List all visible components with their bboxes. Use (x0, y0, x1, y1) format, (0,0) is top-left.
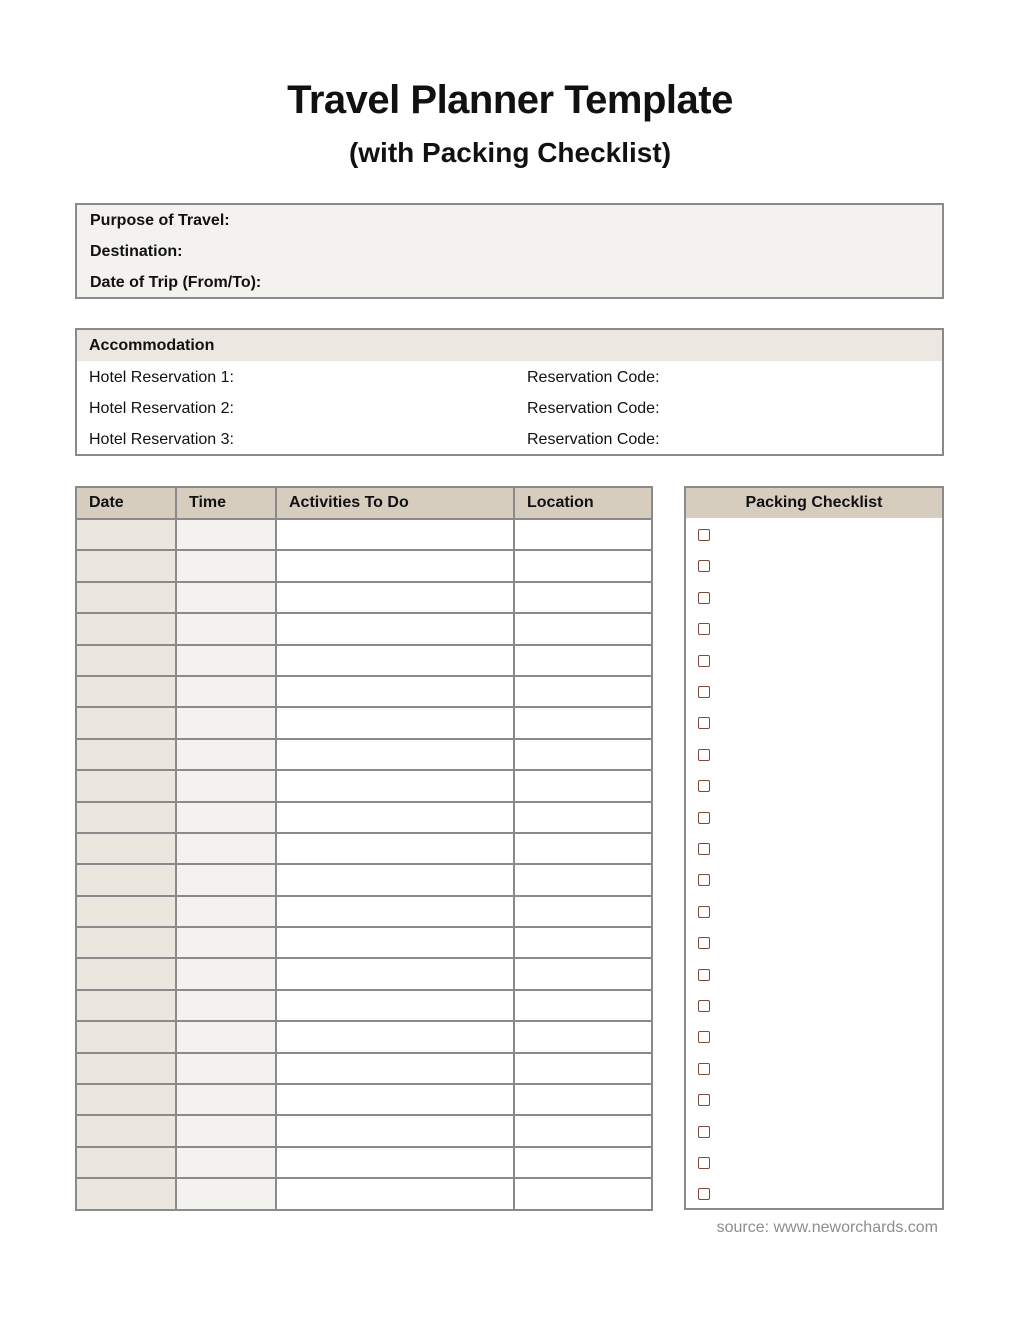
location-cell[interactable] (514, 676, 652, 707)
table-row (76, 645, 652, 676)
packing-checkbox[interactable] (698, 529, 710, 541)
table-row (76, 833, 652, 864)
date-cell[interactable] (76, 707, 176, 738)
time-cell[interactable] (176, 613, 276, 644)
table-row (76, 582, 652, 613)
reservation-code-2-label: Reservation Code: (527, 400, 660, 417)
purpose-label: Purpose of Travel: (90, 212, 230, 229)
location-cell[interactable] (514, 1021, 652, 1052)
date-cell[interactable] (76, 676, 176, 707)
destination-label: Destination: (90, 243, 183, 260)
time-cell[interactable] (176, 645, 276, 676)
reservation-code-1-label: Reservation Code: (527, 369, 660, 386)
activity-cell[interactable] (276, 802, 514, 833)
date-cell[interactable] (76, 613, 176, 644)
activity-cell[interactable] (276, 645, 514, 676)
activity-cell[interactable] (276, 707, 514, 738)
packing-checkbox[interactable] (698, 969, 710, 981)
location-cell[interactable] (514, 645, 652, 676)
time-cell[interactable] (176, 1084, 276, 1115)
packing-checkbox[interactable] (698, 749, 710, 761)
packing-checkbox[interactable] (698, 592, 710, 604)
time-cell[interactable] (176, 582, 276, 613)
time-cell[interactable] (176, 1178, 276, 1209)
packing-checkbox[interactable] (698, 717, 710, 729)
time-cell[interactable] (176, 1021, 276, 1052)
activity-cell[interactable] (276, 864, 514, 895)
hotel-reservation-2-label: Hotel Reservation 2: (89, 400, 234, 417)
date-cell[interactable] (76, 739, 176, 770)
column-header-location: Location (514, 487, 652, 519)
date-cell[interactable] (76, 1147, 176, 1178)
hotel-reservation-3-label: Hotel Reservation 3: (89, 431, 234, 448)
packing-checklist-heading: Packing Checklist (686, 488, 942, 518)
activity-cell[interactable] (276, 550, 514, 581)
packing-checklist-box (684, 486, 944, 1210)
page-subtitle: (with Packing Checklist) (348, 137, 672, 168)
time-cell[interactable] (176, 1115, 276, 1146)
time-cell[interactable] (176, 1053, 276, 1084)
page-title: Travel Planner Template (287, 78, 733, 122)
packing-checkbox[interactable] (698, 843, 710, 855)
table-row (76, 1115, 652, 1146)
date-cell[interactable] (76, 645, 176, 676)
activity-cell[interactable] (276, 896, 514, 927)
time-cell[interactable] (176, 864, 276, 895)
date-cell[interactable] (76, 1115, 176, 1146)
date-cell[interactable] (76, 896, 176, 927)
packing-checkbox[interactable] (698, 874, 710, 886)
activity-cell[interactable] (276, 990, 514, 1021)
hotel-reservation-1-label: Hotel Reservation 1: (89, 369, 234, 386)
location-cell[interactable] (514, 896, 652, 927)
table-row (76, 1053, 652, 1084)
time-cell[interactable] (176, 550, 276, 581)
packing-checkbox[interactable] (698, 1157, 710, 1169)
time-cell[interactable] (176, 739, 276, 770)
column-header-time: Time (176, 487, 276, 519)
date-cell[interactable] (76, 1053, 176, 1084)
location-cell[interactable] (514, 582, 652, 613)
packing-checkbox[interactable] (698, 623, 710, 635)
date-cell[interactable] (76, 550, 176, 581)
schedule-header-row (76, 487, 652, 519)
location-cell[interactable] (514, 707, 652, 738)
date-cell[interactable] (76, 1021, 176, 1052)
date-cell[interactable] (76, 864, 176, 895)
location-cell[interactable] (514, 1084, 652, 1115)
packing-checkbox[interactable] (698, 1188, 710, 1200)
location-cell[interactable] (514, 802, 652, 833)
table-row (76, 864, 652, 895)
location-cell[interactable] (514, 927, 652, 958)
column-header-activities: Activities To Do (276, 487, 514, 519)
table-row (76, 613, 652, 644)
table-row (76, 1147, 652, 1178)
packing-checkbox[interactable] (698, 686, 710, 698)
date-cell[interactable] (76, 927, 176, 958)
date-cell[interactable] (76, 958, 176, 989)
location-cell[interactable] (514, 739, 652, 770)
activity-cell[interactable] (276, 1147, 514, 1178)
date-cell[interactable] (76, 1084, 176, 1115)
accommodation-header (77, 330, 942, 361)
table-row (76, 958, 652, 989)
location-cell[interactable] (514, 613, 652, 644)
table-row (76, 1084, 652, 1115)
location-cell[interactable] (514, 1178, 652, 1209)
location-cell[interactable] (514, 958, 652, 989)
column-header-date: Date (76, 487, 176, 519)
packing-checkbox[interactable] (698, 1000, 710, 1012)
table-row (76, 707, 652, 738)
table-row (76, 896, 652, 927)
accommodation-heading: Accommodation (89, 337, 215, 354)
activity-cell[interactable] (276, 676, 514, 707)
date-cell[interactable] (76, 519, 176, 550)
table-row (76, 519, 652, 550)
date-cell[interactable] (76, 990, 176, 1021)
schedule-body (76, 519, 652, 1210)
date-cell[interactable] (76, 1178, 176, 1209)
packing-checkbox[interactable] (698, 812, 710, 824)
activity-cell[interactable] (276, 1178, 514, 1209)
activity-cell[interactable] (276, 1021, 514, 1052)
schedule-table (75, 486, 653, 1211)
location-cell[interactable] (514, 1147, 652, 1178)
time-cell[interactable] (176, 770, 276, 801)
accommodation-box (75, 328, 944, 456)
date-cell[interactable] (76, 770, 176, 801)
table-row (76, 927, 652, 958)
table-row (76, 1178, 652, 1209)
table-row (76, 802, 652, 833)
table-row (76, 1021, 652, 1052)
packing-checkbox[interactable] (698, 655, 710, 667)
packing-checkbox[interactable] (698, 937, 710, 949)
table-row (76, 990, 652, 1021)
packing-checkbox[interactable] (698, 1063, 710, 1075)
activity-cell[interactable] (276, 1115, 514, 1146)
time-cell[interactable] (176, 927, 276, 958)
activity-cell[interactable] (276, 927, 514, 958)
packing-checkbox[interactable] (698, 560, 710, 572)
packing-checkbox[interactable] (698, 1031, 710, 1043)
location-cell[interactable] (514, 864, 652, 895)
location-cell[interactable] (514, 833, 652, 864)
activity-cell[interactable] (276, 1084, 514, 1115)
time-cell[interactable] (176, 990, 276, 1021)
time-cell[interactable] (176, 676, 276, 707)
date-cell[interactable] (76, 582, 176, 613)
time-cell[interactable] (176, 802, 276, 833)
time-cell[interactable] (176, 833, 276, 864)
trip-info-box (75, 203, 944, 299)
time-cell[interactable] (176, 1147, 276, 1178)
time-cell[interactable] (176, 519, 276, 550)
activity-cell[interactable] (276, 1053, 514, 1084)
location-cell[interactable] (514, 1053, 652, 1084)
activity-cell[interactable] (276, 833, 514, 864)
trip-dates-label: Date of Trip (From/To): (90, 274, 262, 291)
packing-checkbox[interactable] (698, 1094, 710, 1106)
location-cell[interactable] (514, 550, 652, 581)
activity-cell[interactable] (276, 739, 514, 770)
activity-cell[interactable] (276, 613, 514, 644)
location-cell[interactable] (514, 519, 652, 550)
packing-checkbox[interactable] (698, 906, 710, 918)
date-cell[interactable] (76, 802, 176, 833)
date-cell[interactable] (76, 833, 176, 864)
activity-cell[interactable] (276, 582, 514, 613)
time-cell[interactable] (176, 896, 276, 927)
reservation-code-3-label: Reservation Code: (527, 431, 660, 448)
location-cell[interactable] (514, 990, 652, 1021)
table-row (76, 676, 652, 707)
location-cell[interactable] (514, 1115, 652, 1146)
source-credit: source: www.neworchards.com (716, 1219, 938, 1236)
packing-checkbox[interactable] (698, 1126, 710, 1138)
table-row (76, 770, 652, 801)
table-row (76, 739, 652, 770)
activity-cell[interactable] (276, 770, 514, 801)
table-row (76, 550, 652, 581)
packing-checkbox[interactable] (698, 780, 710, 792)
time-cell[interactable] (176, 958, 276, 989)
activity-cell[interactable] (276, 958, 514, 989)
time-cell[interactable] (176, 707, 276, 738)
location-cell[interactable] (514, 770, 652, 801)
activity-cell[interactable] (276, 519, 514, 550)
